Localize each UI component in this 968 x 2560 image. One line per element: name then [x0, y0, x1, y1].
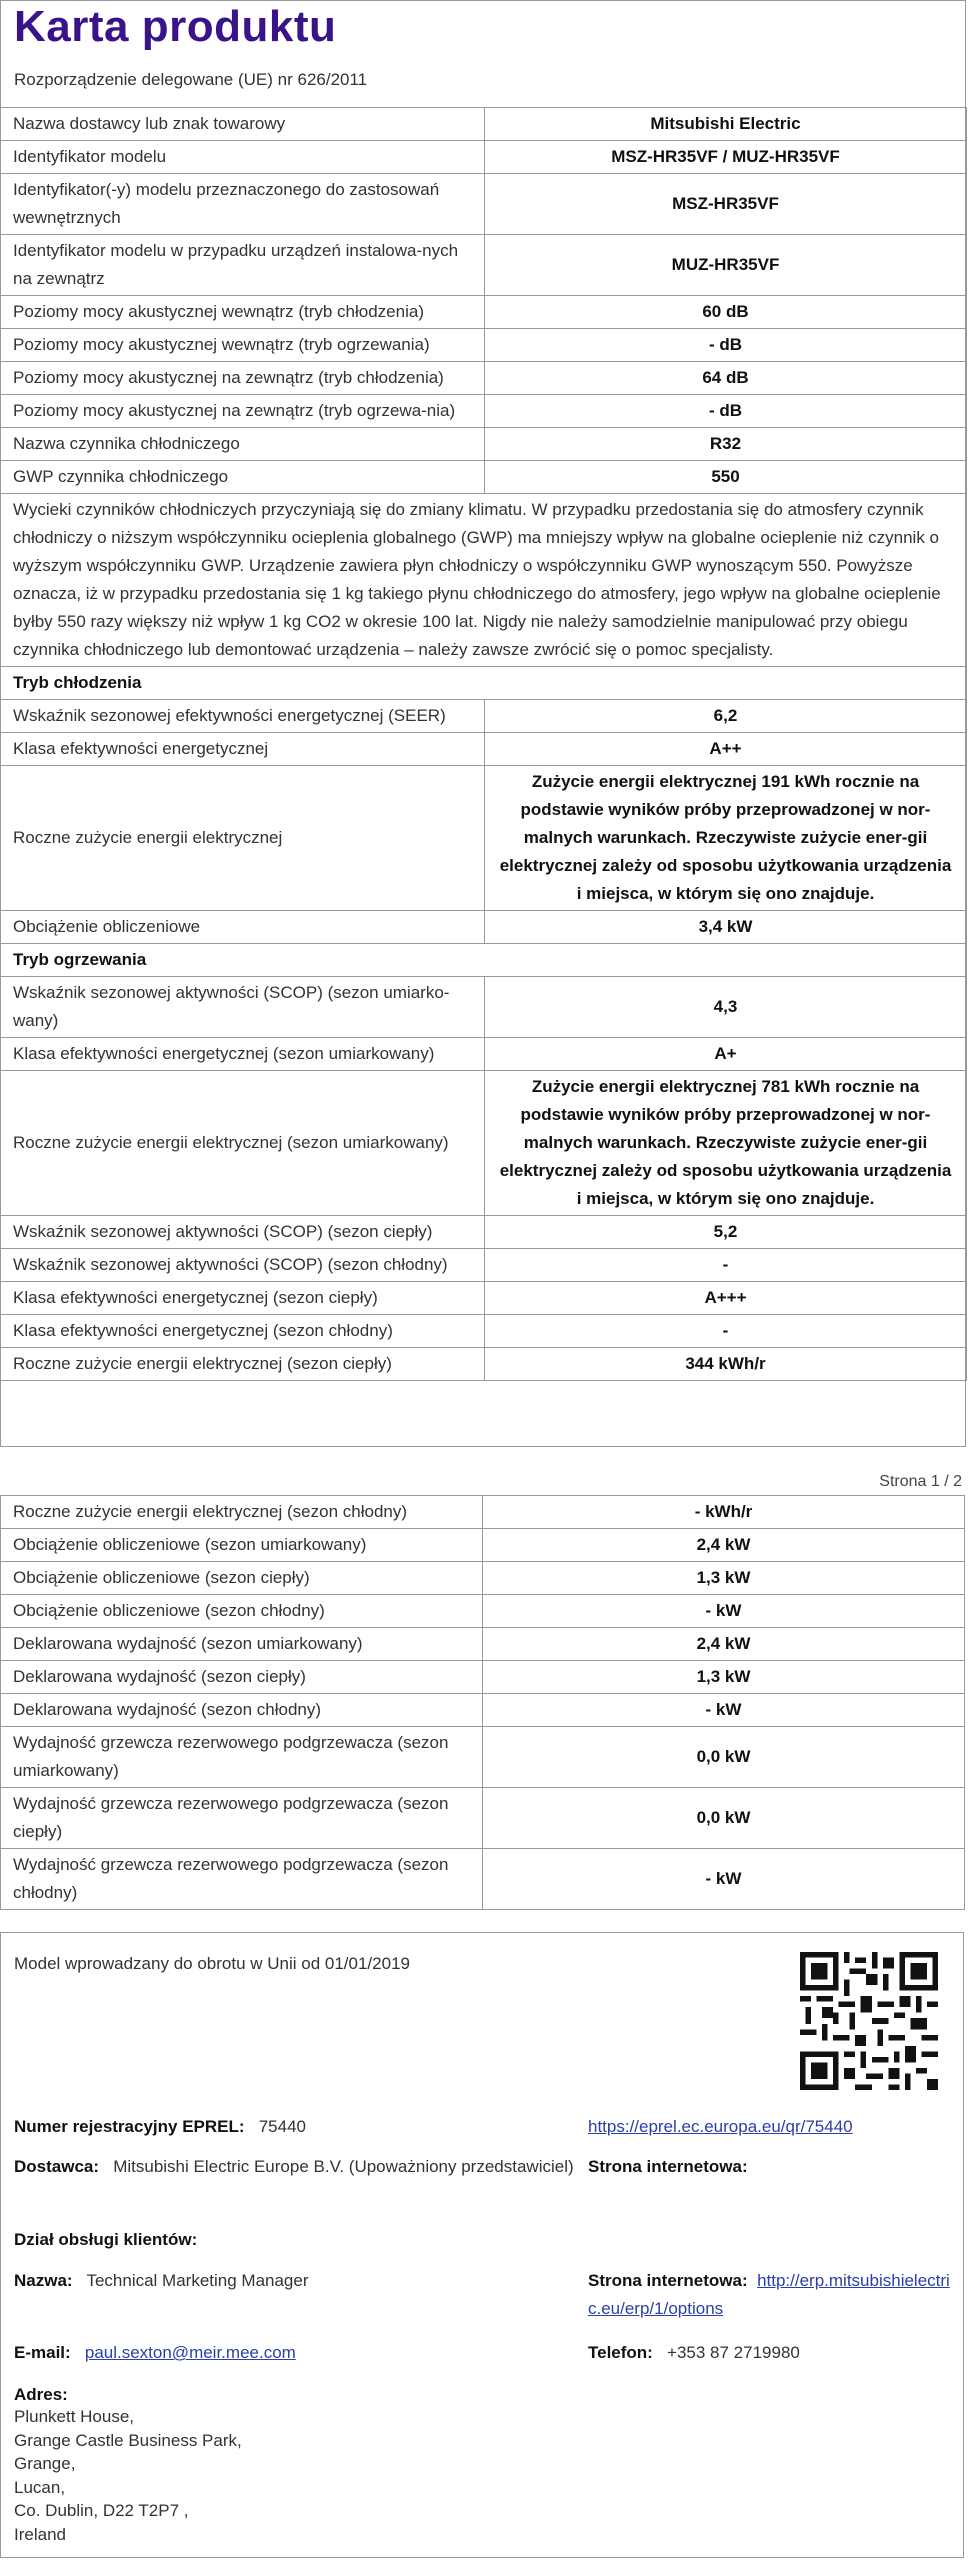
row-label: Poziomy mocy akustycznej na zewnątrz (tryb ogrzewa-nia): [1, 395, 485, 428]
row-value: - kW: [483, 1595, 965, 1628]
table-row: [1, 428, 967, 461]
row-value: 2,4 kW: [483, 1628, 965, 1661]
table-row: [1, 1849, 965, 1910]
table-row: [1, 1216, 967, 1249]
qr-code-icon[interactable]: [800, 1952, 938, 2090]
row-label: Klasa efektywności energetycznej (sezon chłodny): [1, 1315, 485, 1348]
address-line: Plunkett House,: [14, 2407, 135, 2426]
row-label: Roczne zużycie energii elektrycznej (sezon umiarkowany): [1, 1071, 485, 1216]
address-block: [14, 2405, 242, 2546]
table-row: [1, 1788, 965, 1849]
row-label: Deklarowana wydajność (sezon chłodny): [1, 1694, 483, 1727]
regulation-reference: Rozporządzenie delegowane (UE) nr 626/2011: [14, 70, 368, 89]
row-value: MSZ-HR35VF: [485, 174, 967, 235]
row-label: Obciążenie obliczeniowe (sezon umiarkowany): [1, 1529, 483, 1562]
table-row: [1, 1628, 965, 1661]
table-row: [1, 733, 967, 766]
row-value: - kW: [483, 1694, 965, 1727]
eprel-link-container: [588, 2113, 853, 2141]
row-value: A+++: [485, 1282, 967, 1315]
row-value: A++: [485, 733, 967, 766]
table-row: [1, 944, 967, 977]
phone-label: Telefon:: [588, 2343, 653, 2362]
table-row: [1, 1595, 965, 1628]
table-row: [1, 1496, 965, 1529]
website2-link[interactable]: http://erp.mitsubishielectric.eu/erp/1/options: [588, 2271, 950, 2318]
customer-service-label: Dział obsługi klientów:: [14, 2230, 198, 2249]
section-heading-cooling: Tryb chłodzenia: [1, 667, 967, 700]
row-label: Klasa efektywności energetycznej: [1, 733, 485, 766]
supplier-label: Dostawca:: [14, 2157, 100, 2176]
table-row: [1, 1727, 965, 1788]
contact-name: [14, 2267, 309, 2295]
table-row: [1, 1661, 965, 1694]
row-label: GWP czynnika chłodniczego: [1, 461, 485, 494]
row-label: Roczne zużycie energii elektrycznej (sezon ciepły): [1, 1348, 485, 1381]
customer-service-heading: [14, 2226, 197, 2254]
row-label: Nazwa dostawcy lub znak towarowy: [1, 108, 485, 141]
email-link[interactable]: paul.sexton@meir.mee.com: [84, 2343, 296, 2362]
row-label: Wydajność grzewcza rezerwowego podgrzewacza (sezon ciepły): [1, 1788, 483, 1849]
row-value: -: [485, 1249, 967, 1282]
website2-label: Strona internetowa:: [588, 2271, 748, 2290]
row-value: 5,2: [485, 1216, 967, 1249]
row-label: Obciążenie obliczeniowe: [1, 911, 485, 944]
row-value: 4,3: [485, 977, 967, 1038]
row-value: MSZ-HR35VF / MUZ-HR35VF: [485, 141, 967, 174]
phone-value: +353 87 2719980: [667, 2343, 800, 2362]
name-label: Nazwa:: [14, 2271, 73, 2290]
section-heading-heating: Tryb ogrzewania: [1, 944, 967, 977]
row-value: R32: [485, 428, 967, 461]
row-label: Poziomy mocy akustycznej wewnątrz (tryb ogrzewania): [1, 329, 485, 362]
eprel-number: 75440: [258, 2117, 306, 2136]
row-label: Deklarowana wydajność (sezon ciepły): [1, 1661, 483, 1694]
table-row: [1, 700, 967, 733]
address-label: Adres:: [14, 2385, 68, 2404]
row-label: Identyfikator modelu w przypadku urządzeń instalowa-nych na zewnątrz: [1, 235, 485, 296]
phone: [588, 2339, 800, 2367]
row-value: 2,4 kW: [483, 1529, 965, 1562]
row-label: Obciążenie obliczeniowe (sezon chłodny): [1, 1595, 483, 1628]
table-row: [1, 296, 967, 329]
table-row: [1, 766, 967, 911]
supplier: [14, 2153, 574, 2181]
table-row: [1, 1315, 967, 1348]
row-value: - kW: [483, 1849, 965, 1910]
table-row: [1, 141, 967, 174]
table-row: [1, 1071, 967, 1216]
address-line: Co. Dublin, D22 T2P7 ,: [14, 2501, 189, 2520]
table-row: [1, 667, 967, 700]
table-row: [1, 1249, 967, 1282]
row-label: Poziomy mocy akustycznej na zewnątrz (tryb chłodzenia): [1, 362, 485, 395]
row-label: Identyfikator modelu: [1, 141, 485, 174]
table-row: [1, 1348, 967, 1381]
row-label: Roczne zużycie energii elektrycznej (sezon chłodny): [1, 1496, 483, 1529]
row-value: - dB: [485, 329, 967, 362]
table-row: [1, 329, 967, 362]
row-label: Wskaźnik sezonowej aktywności (SCOP) (sezon ciepły): [1, 1216, 485, 1249]
row-value: 60 dB: [485, 296, 967, 329]
row-value: 1,3 kW: [483, 1661, 965, 1694]
address-line: Ireland: [14, 2524, 66, 2544]
table-row: [1, 911, 967, 944]
row-label: Nazwa czynnika chłodniczego: [1, 428, 485, 461]
spec-table-main: [0, 107, 967, 1381]
table-row: [1, 235, 967, 296]
table-row: [1, 1529, 965, 1562]
row-value: Mitsubishi Electric: [485, 108, 967, 141]
row-value: - dB: [485, 395, 967, 428]
row-value: 6,2: [485, 700, 967, 733]
row-value: -: [485, 1315, 967, 1348]
eprel-label: Numer rejestracyjny EPREL:: [14, 2117, 245, 2136]
row-value: MUZ-HR35VF: [485, 235, 967, 296]
table-row: [1, 174, 967, 235]
row-label: Wskaźnik sezonowej efektywności energetycznej (SEER): [1, 700, 485, 733]
email-label: E-mail:: [14, 2343, 71, 2362]
row-value: Zużycie energii elektrycznej 191 kWh rocznie na podstawie wyników próby przeprowadzonej w nor-malnych warunkach. Rzeczywiste zużycie ener-gii elektrycznej zależy od sposobu użytkowania urządzenia i miejsca, w którym się ono znajduje.: [485, 766, 967, 911]
row-value: 3,4 kW: [485, 911, 967, 944]
table-row: [1, 1282, 967, 1315]
row-value: 0,0 kW: [483, 1727, 965, 1788]
name-value: Technical Marketing Manager: [86, 2271, 309, 2290]
row-value: 0,0 kW: [483, 1788, 965, 1849]
eprel-registration: [14, 2113, 306, 2141]
row-label: Obciążenie obliczeniowe (sezon ciepły): [1, 1562, 483, 1595]
table-row: [1, 362, 967, 395]
row-label: Poziomy mocy akustycznej wewnątrz (tryb chłodzenia): [1, 296, 485, 329]
table-row: [1, 1562, 965, 1595]
row-label: Deklarowana wydajność (sezon umiarkowany): [1, 1628, 483, 1661]
website-label-block: [588, 2153, 748, 2181]
row-label: Wydajność grzewcza rezerwowego podgrzewacza (sezon chłodny): [1, 1849, 483, 1910]
row-value: 344 kWh/r: [485, 1348, 967, 1381]
page-number: Strona 1 / 2: [879, 1473, 962, 1490]
row-value: - kWh/r: [483, 1496, 965, 1529]
table-row: [1, 108, 967, 141]
row-label: Wskaźnik sezonowej aktywności (SCOP) (sezon chłodny): [1, 1249, 485, 1282]
row-label: Identyfikator(-y) modelu przeznaczonego do zastosowań wewnętrznych: [1, 174, 485, 235]
table-row: [1, 1694, 965, 1727]
row-value: Zużycie energii elektrycznej 781 kWh rocznie na podstawie wyników próby przeprowadzonej w nor-malnych warunkach. Rzeczywiste zużycie ener-gii elektrycznej zależy od sposobu użytkowania urządzenia i miejsca, w którym się ono znajduje.: [485, 1071, 967, 1216]
address-line: Grange,: [14, 2454, 76, 2473]
row-value: A+: [485, 1038, 967, 1071]
row-label: Wydajność grzewcza rezerwowego podgrzewacza (sezon umiarkowany): [1, 1727, 483, 1788]
address-line: Grange Castle Business Park,: [14, 2430, 242, 2450]
market-date: Model wprowadzany do obrotu w Unii od 01/01/2019: [14, 1954, 410, 1973]
table-row: [1, 1038, 967, 1071]
row-label: Roczne zużycie energii elektrycznej: [1, 766, 485, 911]
row-label: Wskaźnik sezonowej aktywności (SCOP) (sezon umiarko-wany): [1, 977, 485, 1038]
row-value: 1,3 kW: [483, 1562, 965, 1595]
supplier-name: Mitsubishi Electric Europe B.V. (Upoważniony przedstawiciel): [113, 2157, 574, 2176]
website2: [588, 2267, 960, 2323]
address-line: Lucan,: [14, 2477, 66, 2497]
row-label: Klasa efektywności energetycznej (sezon umiarkowany): [1, 1038, 485, 1071]
table-row: [1, 494, 967, 667]
website-label: Strona internetowa:: [588, 2157, 748, 2176]
table-row: [1, 461, 967, 494]
row-label: Klasa efektywności energetycznej (sezon ciepły): [1, 1282, 485, 1315]
eprel-link[interactable]: https://eprel.ec.europa.eu/qr/75440: [588, 2117, 853, 2136]
spec-table-continued: [0, 1495, 965, 1910]
email: [14, 2339, 296, 2367]
page-title: Karta produktu: [14, 2, 337, 51]
row-value: 550: [485, 461, 967, 494]
row-value: 64 dB: [485, 362, 967, 395]
table-row: [1, 395, 967, 428]
refrigerant-note: Wycieki czynników chłodniczych przyczyniają się do zmiany klimatu. W przypadku przedostania się do atmosfery czynnik chłodniczy o niższym współczynniku ocieplenia globalnego (GWP) ma mniejszy wpływ na globalne ocieplenie niż czynnik o wyższym współczynniku GWP. Urządzenie zawiera płyn chłodniczy o współczynniku GWP wynoszącym 550. Powyższe oznacza, iż w przypadku przedostania się 1 kg takiego płynu chłodniczego do atmosfery, jego wpływ na globalne ocieplenie byłby 550 razy większy niż wpływ 1 kg CO2 w okresie 100 lat. Nigdy nie należy samodzielnie manipulować przy obiegu czynnika chłodniczego lub demontować urządzenia – należy zawsze zwrócić się o pomoc specjalisty.: [1, 494, 967, 667]
table-row: [1, 977, 967, 1038]
